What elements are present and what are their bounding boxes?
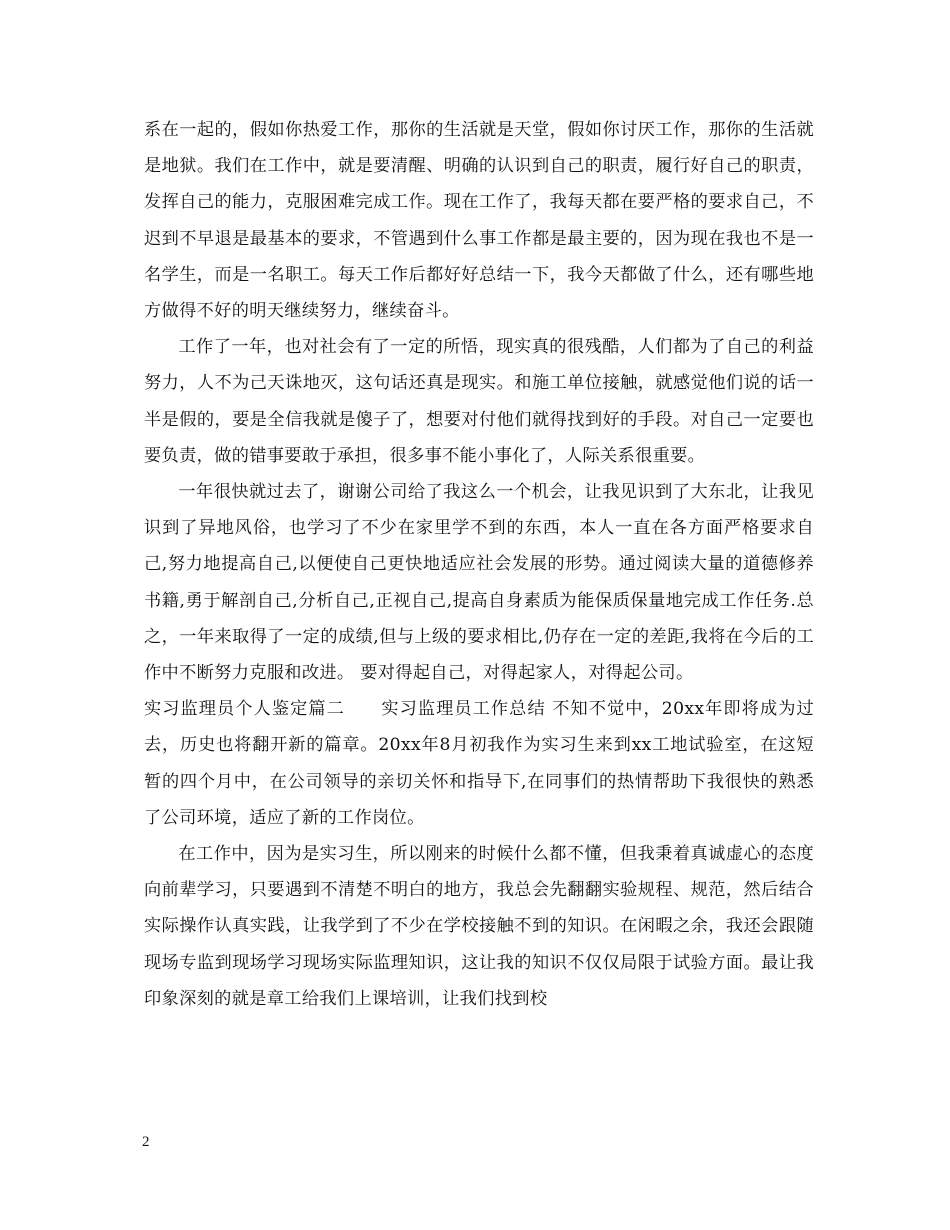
body-text [144,112,814,1017]
paragraph-3: 一年很快就过去了，谢谢公司给了我这么一个机会，让我见识到了大东北，让我见识到了异地风俗，也学习了不少在家里学不到的东西，本人一直在各方面严格要求自己,努力地提高自己,以便使自己更快地适应社会发展的形势。通过阅读大量的道德修养书籍,勇于解剖自己,分析自己,正视自己,提高自身素质为能保质保量地完成工作任务.总之，一年来取得了一定的成绩,但与上级的要求相比,仍存在一定的差距,我将在今后的工作中不断努力克服和改进。 要对得起自己，对得起家人，对得起公司。 [144,482,814,684]
paragraph-4: 实习监理员个人鉴定篇二 实习监理员工作总结 不知不觉中，20xx年即将成为过去，历史也将翻开新的篇章。20xx年8月初我作为实习生来到xx工地试验室，在这短暂的四个月中，在公司领导的亲切关怀和指导下,在同事们的热情帮助下我很快的熟悉了公司环境，适应了新的工作岗位。 [144,699,814,828]
paragraph-2: 工作了一年，也对社会有了一定的所悟，现实真的很残酷，人们都为了自己的利益努力，人不为己天诛地灭，这句话还真是现实。和施工单位接触，就感觉他们说的话一半是假的，要是全信我就是傻子了，想要对付他们就得找到好的手段。对自己一定要也要负责，做的错事要敢于承担，很多事不能小事化了，人际关系很重要。 [144,337,814,466]
paragraph-1: 系在一起的，假如你热爱工作，那你的生活就是天堂，假如你讨厌工作，那你的生活就是地狱。我们在工作中，就是要清醒、明确的认识到自己的职责，履行好自己的职责，发挥自己的能力，克服困难完成工作。现在工作了，我每天都在要严格的要求自己，不迟到不早退是最基本的要求，不管遇到什么事工作都是最主要的，因为现在我也不是一名学生，而是一名职工。每天工作后都好好总结一下，我今天都做了什么，还有哪些地方做得不好的明天继续努力，继续奋斗。 [144,120,814,322]
page-number: 2 [142,1134,150,1150]
paragraph-5: 在工作中，因为是实习生，所以刚来的时候什么都不懂，但我秉着真诚虚心的态度向前辈学习，只要遇到不清楚不明白的地方，我总会先翻翻实验规程、规范，然后结合实际操作认真实践，让我学到了不少在学校接触不到的知识。在闲暇之余，我还会跟随现场专监到现场学习现场实际监理知识，这让我的知识不仅仅局限于试验方面。最让我印象深刻的就是章工给我们上课培训，让我们找到校 [144,844,814,1009]
